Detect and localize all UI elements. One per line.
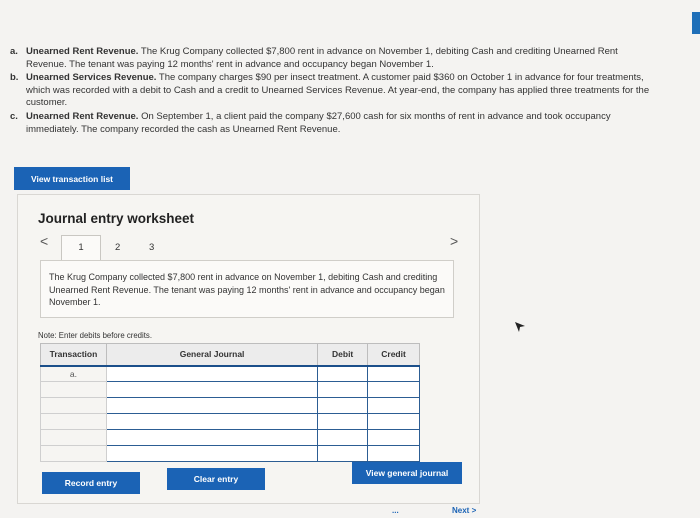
debit-input[interactable] <box>318 382 368 398</box>
credit-input[interactable] <box>368 430 420 446</box>
pagination-dots[interactable]: ... <box>392 506 399 515</box>
chevron-right-icon[interactable]: > <box>450 233 459 249</box>
transaction-cell <box>41 414 107 430</box>
general-journal-select[interactable] <box>106 430 317 446</box>
tab-3[interactable]: 3 <box>149 242 155 253</box>
view-transaction-list-button[interactable]: View transaction list <box>14 167 130 190</box>
credit-input[interactable] <box>368 446 420 462</box>
tab-1[interactable]: 1 <box>61 235 101 261</box>
header-transaction: Transaction <box>41 344 107 366</box>
problem-marker: c. <box>10 110 18 122</box>
transaction-cell <box>41 398 107 414</box>
problem-text: The company charges $90 per insect treatment. A customer paid $360 on October 1 in advance for four treatments, which was recorded with a debit to Cash and a credit to Unearned Services Revenue. At year-end, the company has applied three treatments for the customer. <box>26 72 650 109</box>
problem-marker: a. <box>10 46 18 57</box>
clear-entry-button[interactable]: Clear entry <box>167 468 265 490</box>
problem-title: Unearned Rent Revenue. <box>26 110 139 122</box>
transaction-cell <box>41 382 107 398</box>
general-journal-select[interactable] <box>106 446 317 462</box>
record-entry-button[interactable]: Record entry <box>42 472 140 494</box>
debit-input[interactable] <box>318 398 368 414</box>
table-header-row <box>41 344 420 366</box>
problem-item-c <box>8 111 658 136</box>
header-debit: Debit <box>318 344 368 366</box>
problem-item-a <box>8 46 658 71</box>
debit-input[interactable] <box>318 446 368 462</box>
general-journal-select[interactable] <box>106 398 317 414</box>
credit-input[interactable] <box>368 414 420 430</box>
journal-entry-worksheet <box>17 194 480 504</box>
problem-title: Unearned Services Revenue. <box>26 72 157 84</box>
table-row <box>41 446 420 462</box>
transaction-cell <box>41 446 107 462</box>
transaction-cell <box>41 430 107 446</box>
problem-marker: b. <box>10 72 19 84</box>
scenario-description: The Krug Company collected $7,800 rent in advance on November 1, debiting Cash and crediting Unearned Rent Revenue. The tenant was paying 12 months' rent in advance and occupancy began November 1. <box>40 260 454 318</box>
header-credit: Credit <box>368 344 420 366</box>
debit-input[interactable] <box>318 430 368 446</box>
header-general-journal: General Journal <box>106 344 317 366</box>
debit-input[interactable] <box>318 414 368 430</box>
problem-text: On September 1, a client paid the company $27,600 cash for six months of rent in advance and took occupancy immediately. The company recorded the cash as Unearned Rent Revenue. <box>26 110 611 135</box>
transaction-cell: a. <box>41 366 107 382</box>
credit-input[interactable] <box>368 382 420 398</box>
chevron-left-icon[interactable]: < <box>40 233 49 249</box>
general-journal-select[interactable] <box>106 366 317 382</box>
problem-text: The Krug Company collected $7,800 rent in advance on November 1, debiting Cash and crediting Unearned Rent Revenue. The tenant was paying 12 months' rent in advance and occupancy began November 1. <box>26 46 618 70</box>
cursor-arrow-icon <box>515 322 525 332</box>
table-row <box>41 382 420 398</box>
table-row <box>41 414 420 430</box>
credit-input[interactable] <box>368 366 420 382</box>
table-row <box>41 398 420 414</box>
tab-2[interactable]: 2 <box>115 242 121 253</box>
credit-input[interactable] <box>368 398 420 414</box>
next-button[interactable]: Next > <box>452 506 477 515</box>
problem-title: Unearned Rent Revenue. <box>26 46 139 57</box>
problem-list <box>8 46 658 137</box>
note-text: Note: Enter debits before credits. <box>38 331 152 340</box>
debit-input[interactable] <box>318 366 368 382</box>
view-general-journal-button[interactable]: View general journal <box>352 462 462 484</box>
table-row <box>41 430 420 446</box>
general-journal-select[interactable] <box>106 382 317 398</box>
worksheet-title: Journal entry worksheet <box>38 211 195 226</box>
table-row <box>41 366 420 382</box>
problem-item-b <box>8 72 658 110</box>
journal-table <box>40 343 420 462</box>
side-panel-tab[interactable] <box>692 12 700 34</box>
general-journal-select[interactable] <box>106 414 317 430</box>
